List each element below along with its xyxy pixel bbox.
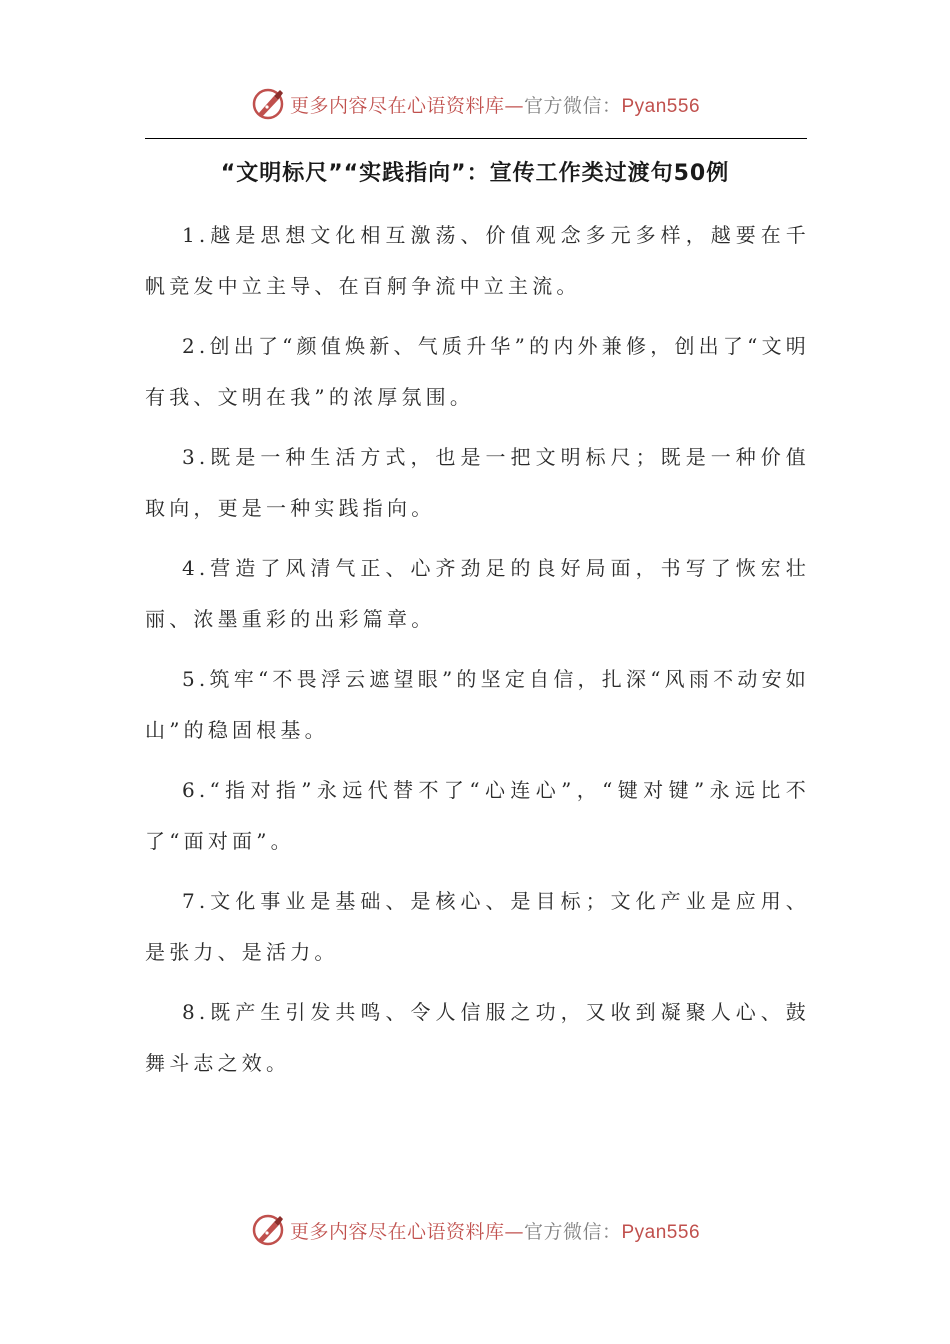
list-item: 1.越是思想文化相互激荡、价值观念多元多样，越要在千帆竞发中立主导、在百舸争流中立主流。	[145, 223, 810, 298]
banner-wechat-label: 官方微信：	[523, 94, 622, 117]
footer-banner	[0, 1210, 950, 1250]
pen-nib-logo-icon	[250, 86, 286, 122]
banner-wechat-id: Pyan556	[621, 95, 701, 117]
document-title: “文明标尺”“实践指向”：宣传工作类过渡句50例	[220, 161, 730, 186]
banner-wechat-id: Pyan556	[621, 1221, 701, 1243]
banner-text: 更多内容尽在心语资料库—	[289, 1220, 524, 1243]
list-item: 2.创出了“颜值焕新、气质升华”的内外兼修，创出了“文明有我、文明在我”的浓厚氛围。	[145, 334, 810, 409]
header-banner	[0, 84, 950, 124]
pen-nib-logo-icon	[250, 1212, 286, 1248]
list-item: 8.既产生引发共鸣、令人信服之功，又收到凝聚人心、鼓舞斗志之效。	[145, 1000, 810, 1075]
list-item: 3.既是一种生活方式，也是一把文明标尺；既是一种价值取向，更是一种实践指向。	[145, 445, 810, 520]
list-item: 4.营造了风清气正、心齐劲足的良好局面，书写了恢宏壮丽、浓墨重彩的出彩篇章。	[145, 556, 810, 631]
list-item: 6.“指对指”永远代替不了“心连心”，“键对键”永远比不了“面对面”。	[145, 778, 810, 853]
banner-wechat-label: 官方微信：	[523, 1220, 622, 1243]
list-item: 7.文化事业是基础、是核心、是目标；文化产业是应用、是张力、是活力。	[145, 889, 810, 964]
list-item: 5.筑牢“不畏浮云遮望眼”的坚定自信，扎深“风雨不动安如山”的稳固根基。	[145, 667, 810, 742]
header-divider	[145, 138, 807, 139]
banner-text: 更多内容尽在心语资料库—	[289, 94, 524, 117]
item-list	[145, 210, 810, 1098]
